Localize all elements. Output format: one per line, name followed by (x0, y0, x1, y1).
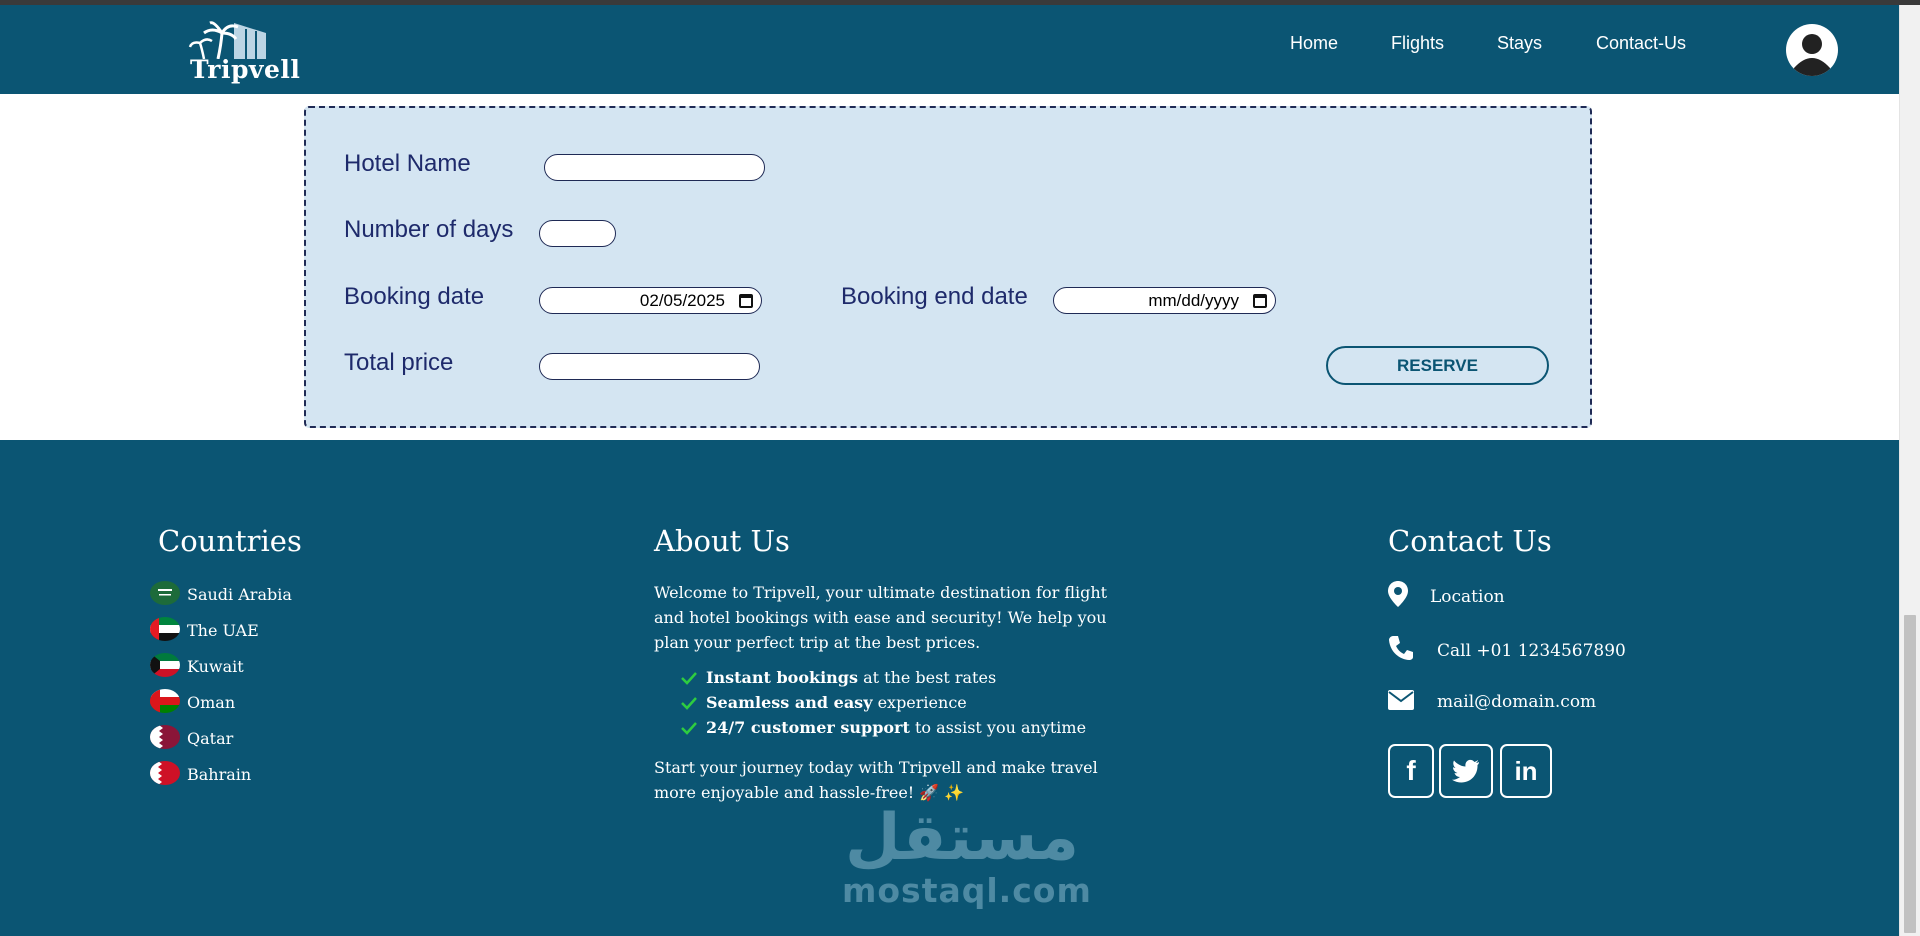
page-scrollbar[interactable] (1899, 5, 1920, 936)
booking-date-value: 02/05/2025 (639, 290, 725, 310)
logo-text: Tripvell (190, 55, 301, 84)
country-name: Qatar (187, 729, 234, 748)
about-outro-text: Start your journey today with Tripvell and make travel more enjoyable and hassle-free! 🚀 ✨ (654, 758, 1098, 802)
user-silhouette-icon (1786, 24, 1838, 76)
total-price-input[interactable] (539, 353, 760, 380)
user-avatar-icon[interactable] (1786, 24, 1838, 76)
total-price-label: Total price (344, 349, 454, 376)
feature-bold: Seamless and easy (706, 693, 873, 712)
footer (0, 440, 1899, 936)
location-pin-icon (1388, 581, 1408, 607)
feature-bold: Instant bookings (706, 668, 858, 687)
country-name: The UAE (187, 621, 259, 640)
feature-rest: experience (872, 693, 967, 712)
nav-flights-link[interactable]: Flights (1391, 33, 1445, 53)
about-intro-text: Welcome to Tripvell, your ultimate destination for flight and hotel bookings with ease and security! We help you plan your perfect trip at the best prices. (654, 583, 1108, 652)
saudi-arabia-flag (150, 581, 180, 605)
navbar (0, 5, 1899, 94)
booking-date-input[interactable] (539, 287, 762, 314)
oman-flag (150, 689, 180, 713)
logo-palm-building-icon (188, 19, 292, 59)
kuwait-flag (150, 653, 180, 677)
twitter-button[interactable] (1439, 744, 1493, 798)
nav-home-link[interactable]: Home (1290, 33, 1339, 53)
phone-icon (1388, 635, 1414, 661)
nav-contact-us-link[interactable]: Contact-Us (1596, 33, 1687, 53)
country-name: Bahrain (187, 765, 252, 784)
envelope-icon (1388, 690, 1414, 710)
calendar-icon[interactable] (1253, 294, 1267, 308)
booking-end-date-input[interactable] (1053, 287, 1276, 314)
email-text[interactable]: mail@domain.com (1437, 692, 1597, 712)
location-text: Location (1430, 587, 1505, 607)
nav-stays-link[interactable]: Stays (1497, 33, 1543, 53)
checkmark-icon (680, 696, 698, 710)
checkmark-icon (680, 721, 698, 735)
reserve-button[interactable]: RESERVE (1326, 346, 1549, 385)
checkmark-icon (680, 671, 698, 685)
countries-title: Countries (158, 524, 302, 558)
hotel-name-input[interactable] (544, 154, 765, 181)
contact-phone-row (1388, 635, 1626, 665)
booking-end-date-placeholder: mm/dd/yyyy (1148, 290, 1239, 310)
twitter-icon (1441, 746, 1491, 796)
contact-us-title: Contact Us (1388, 524, 1552, 558)
hotel-name-label: Hotel Name (344, 150, 471, 177)
calendar-icon[interactable] (739, 294, 753, 308)
bahrain-flag (150, 761, 180, 785)
number-of-days-label: Number of days (344, 216, 514, 243)
facebook-icon: f (1406, 755, 1416, 786)
linkedin-icon: in (1514, 755, 1538, 786)
booking-form (304, 106, 1592, 428)
uae-flag (150, 617, 180, 641)
logo[interactable] (188, 19, 301, 85)
number-of-days-input[interactable] (539, 220, 616, 247)
watermark-arabic: مستقل (844, 801, 1080, 875)
qatar-flag (150, 725, 180, 749)
country-name: Oman (187, 693, 236, 712)
about-us-title: About Us (654, 524, 790, 558)
watermark-latin: mostaql.com (842, 871, 1092, 910)
booking-date-label: Booking date (344, 283, 485, 310)
feature-bold: 24/7 customer support (706, 718, 910, 737)
facebook-button[interactable] (1388, 744, 1434, 798)
contact-location-row (1388, 581, 1505, 611)
linkedin-button[interactable] (1500, 744, 1552, 798)
country-name: Saudi Arabia (187, 585, 292, 604)
feature-rest: at the best rates (858, 668, 997, 687)
mostaql-watermark (842, 801, 1092, 910)
phone-text[interactable]: Call +01 1234567890 (1437, 641, 1626, 661)
country-name: Kuwait (187, 657, 244, 676)
contact-email-row (1388, 690, 1597, 720)
scrollbar-thumb[interactable] (1904, 615, 1916, 933)
feature-rest: to assist you anytime (909, 718, 1087, 737)
booking-end-date-label: Booking end date (841, 283, 1028, 310)
